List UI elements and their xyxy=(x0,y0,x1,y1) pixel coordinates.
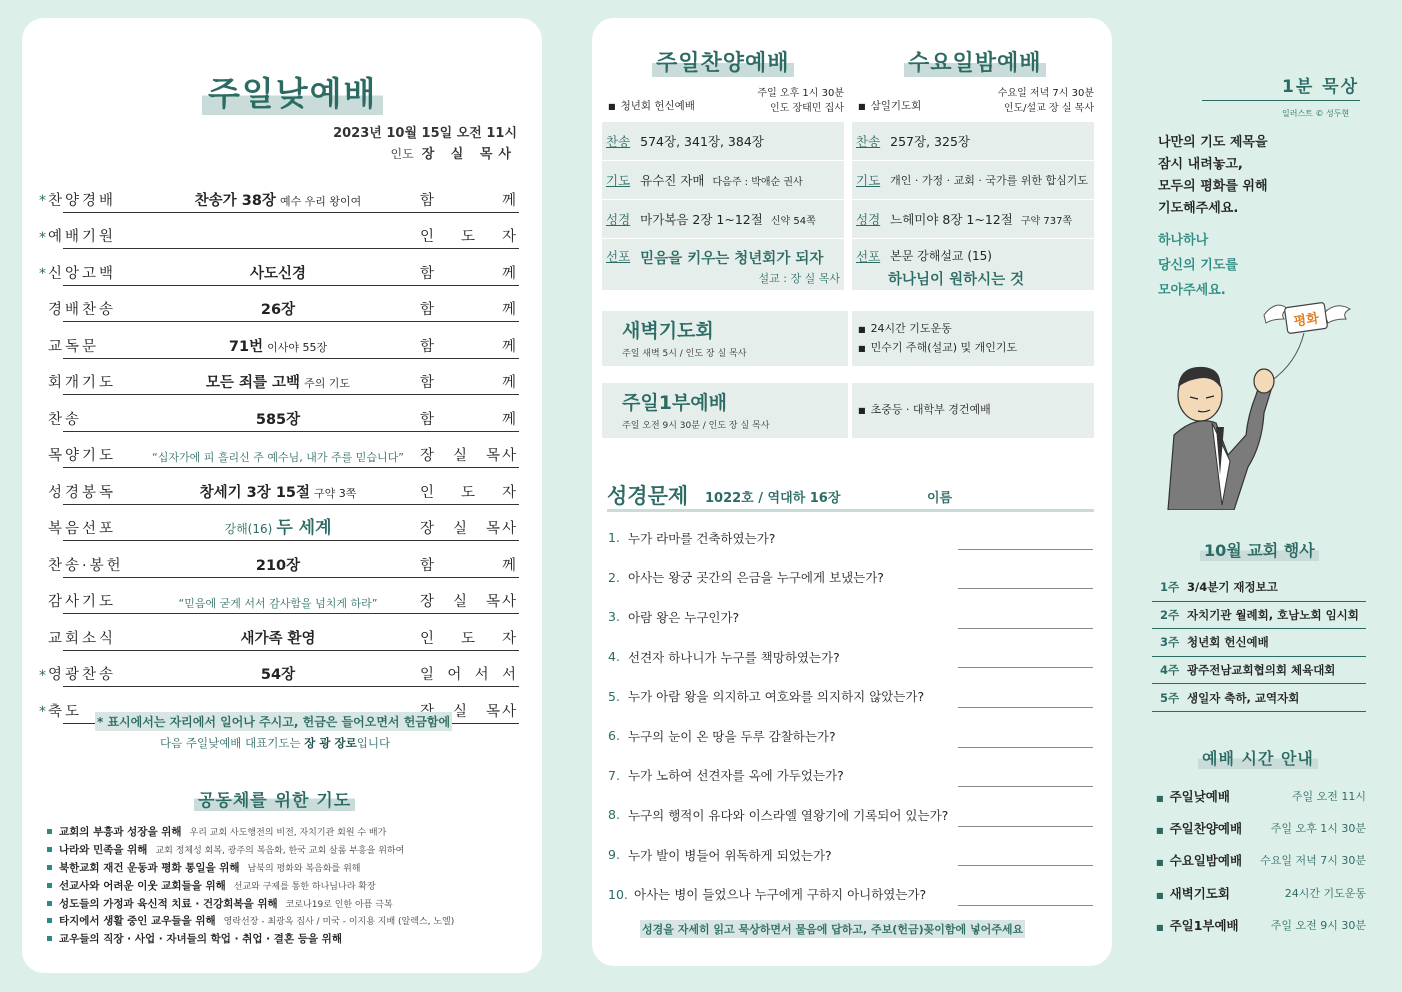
order-row: * 축도 실 목사 xyxy=(39,689,519,726)
answer-blank[interactable] xyxy=(958,826,1093,827)
order-row: 교독문 71번 이사야 55장 함 께 xyxy=(39,324,519,361)
illustration-credit: 일러스트 © 성두현 xyxy=(1282,109,1350,118)
service-times-title: 예배 시간 안내 xyxy=(1198,746,1318,769)
quiz-question: 7. 누가 노하여 선견자를 옥에 가두었는가? xyxy=(608,756,1093,796)
worship-order xyxy=(39,178,519,726)
service-date: 2023년 10월 15일 오전 11시 xyxy=(333,126,517,141)
meditation-title: 1분 묵상 xyxy=(1282,77,1360,97)
order-row: 경배찬송 26장 함 께 xyxy=(39,288,519,325)
service-leader: 인도 장 실 목사 xyxy=(390,147,517,162)
list-item: ■ 새벽기도회 24시간 기도운동 xyxy=(1156,877,1366,909)
bible-quiz-header: 성경문제 1022호 / 역대하 16장 이름 xyxy=(607,480,1094,512)
quiz-question: 2. 아사는 왕궁 곳간의 은금을 누구에게 보냈는가? xyxy=(608,558,1093,598)
prayer-list xyxy=(47,823,537,948)
order-row: 감사기도 “믿음에 굳게 서서 감사함을 넘치게 하라” 장 실 목사 xyxy=(39,580,519,617)
table-row: 2주 자치기관 월례회, 호남노회 임시회 xyxy=(1152,602,1366,630)
list-item: 나라와 민족을 위해 교회 정체성 회복, 광주의 복음화, 한국 교회 살롬 부흥을 위하여 xyxy=(47,841,537,859)
prayer-section-title: 공동체를 위한 기도 xyxy=(194,786,355,811)
svg-text:평화: 평화 xyxy=(1292,311,1320,330)
wednesday-service: ■ 삼일기도회 수요일 저녁 7시 30분 인도/설교 장 실 목사 찬송 257장, 325장 기도 개인 · 가정 · 교회 · 국가를 위한 합심기도 성경 느헤미야 8장 1~12절 구약 737쪽 선포 본문 강해설교 (15) 하나님이 원하시는 것 xyxy=(852,84,1094,291)
quiz-question: 3. 아람 왕은 누구인가? xyxy=(608,597,1093,637)
table-row: 5주 생일자 축하, 교역자회 xyxy=(1152,684,1366,712)
list-item: ■ 주일1부예배 주일 오전 9시 30분 xyxy=(1156,909,1366,941)
list-item: 교우들의 직장 · 사업 · 자녀들의 학업 · 취업 · 결혼 등을 위해 xyxy=(47,930,537,948)
afternoon-service-title: 주일찬양예배 xyxy=(652,46,794,77)
quiz-instruction: 성경을 자세히 읽고 묵상하면서 물음에 답하고, 주보(헌금)꽂이함에 넣어주세요 xyxy=(640,920,1025,938)
answer-blank[interactable] xyxy=(958,865,1093,866)
meditation-text-accent: 하나하나 당신의 기도를 모아주세요. xyxy=(1158,233,1238,298)
afternoon-service: ■ 청년회 헌신예배 주일 오후 1시 30분 인도 장태민 집사 찬송 574장, 341장, 384장 기도 유수진 자매 다음주 : 박애순 권사 성경 마가복음 2장 1~12절 신약 54쪽 선포 믿음을 키우는 청년회가 되자 설교 : 장 실 목사 xyxy=(602,84,844,291)
quiz-question: 8. 누구의 행적이 유다와 이스라엘 열왕기에 기록되어 있는가? xyxy=(608,795,1093,835)
order-row: 교회소식 새가족 환영 인 도 자 xyxy=(39,616,519,653)
answer-blank[interactable] xyxy=(958,905,1093,906)
list-item: ■ 수요일밤예배 수요일 저녁 7시 30분 xyxy=(1156,844,1366,876)
person-label: 함 께 xyxy=(420,192,518,209)
answer-blank[interactable] xyxy=(958,588,1093,589)
october-events-title: 10월 교회 행사 xyxy=(1200,538,1319,561)
list-item: 교회의 부흥과 성장을 위해 우리 교회 사도행전의 비전, 자치기관 회원 수 배가 xyxy=(47,823,537,841)
table-row: 3주 청년회 헌신예배 xyxy=(1152,629,1366,657)
table-row: 1주 3/4분기 재정보고 xyxy=(1152,574,1366,602)
answer-blank[interactable] xyxy=(958,549,1093,550)
quiz-question: 9. 누가 발이 병들어 위독하게 되었는가? xyxy=(608,835,1093,875)
quiz-question: 4. 선견자 하나니가 누구를 책망하였는가? xyxy=(608,637,1093,677)
order-row: 성경봉독 창세기 3장 15절 구약 3쪽 인 도 자 xyxy=(39,470,519,507)
meditation-column xyxy=(1150,0,1370,992)
list-item: 북한교회 재건 운동과 평화 통일을 위해 남북의 평화와 복음화를 위해 xyxy=(47,859,537,877)
answer-blank[interactable] xyxy=(958,628,1093,629)
page-title: 주일낮예배 xyxy=(202,68,383,115)
meditation-text: 나만의 기도 제목을 잠시 내려놓고, 모두의 평화를 위해 기도해주세요. xyxy=(1158,135,1268,216)
praying-man-illustration xyxy=(1156,295,1366,510)
order-row: * 예배기원 인 도 자 xyxy=(39,215,519,252)
next-prayer-note: 다음 주일낮예배 대표기도는 장 광 장로입니다 xyxy=(160,736,391,750)
order-row: * 신앙고백 사도신경 함 께 xyxy=(39,251,519,288)
order-row: 복음선포 강해(16) 두 세계 장 실 목사 xyxy=(39,507,519,544)
list-item: 타지에서 생활 중인 교우들을 위해 영락선장 - 최광옥 집사 / 미국 - 이지용 지배 (알렉스, 노엘) xyxy=(47,912,537,930)
wednesday-service-title: 수요일밤예배 xyxy=(904,46,1046,77)
october-events xyxy=(1152,574,1366,712)
list-item: 선교사와 어려운 이웃 교회들을 위해 선교와 구제를 통한 하나님나라 확장 xyxy=(47,876,537,894)
dawn-prayer-box: 새벽기도회 주일 새벽 5시 / 인도 장 실 목사 ■ 24시간 기도운동 ■ 민수기 주해(설교) 및 개인기도 xyxy=(602,311,1094,366)
answer-blank[interactable] xyxy=(958,786,1093,787)
order-row: 회개기도 모든 죄를 고백 주의 기도 함 께 xyxy=(39,361,519,398)
quiz-question: 5. 누가 아람 왕을 의지하고 여호와를 의지하지 않았는가? xyxy=(608,676,1093,716)
order-row: 목양기도 “십자가에 피 흘리신 주 예수님, 내가 주를 믿습니다” 장 실 목사 xyxy=(39,434,519,471)
order-row: 찬송·봉헌 210장 함 께 xyxy=(39,543,519,580)
order-row: 찬송 585장 함 께 xyxy=(39,397,519,434)
list-item: ■ 주일찬양예배 주일 오후 1시 30분 xyxy=(1156,812,1366,844)
service-times xyxy=(1156,780,1366,941)
order-row: * 찬양경배 찬송가 38장 예수 우리 왕이여 함 께 xyxy=(39,178,519,215)
peace-sign-icon xyxy=(1264,302,1350,383)
answer-blank[interactable] xyxy=(958,707,1093,708)
quiz-question: 1. 누가 라마를 건축하였는가? xyxy=(608,518,1093,558)
quiz-question: 10. 아사는 병이 들었으나 누구에게 구하지 아니하였는가? xyxy=(608,874,1093,914)
bible-quiz xyxy=(608,518,1093,914)
table-row: 4주 광주전남교회협의회 체육대회 xyxy=(1152,657,1366,685)
answer-blank[interactable] xyxy=(958,747,1093,748)
services-panel xyxy=(592,18,1112,966)
sunday-service-panel xyxy=(22,18,542,973)
first-service-box: 주일1부예배 주일 오전 9시 30분 / 인도 장 실 목사 ■ 초중등 · 대학부 경건예배 xyxy=(602,383,1094,438)
order-row: * 영광찬송 54장 일 어 서 서 xyxy=(39,653,519,690)
list-item: ■ 주일낮예배 주일 오전 11시 xyxy=(1156,780,1366,812)
standing-note: * 표시에서는 자리에서 일어나 주시고, 헌금은 들어오면서 헌금함에 xyxy=(95,712,452,731)
list-item: 성도들의 가정과 육신적 치료 · 건강회복을 위해 코로나19로 인한 아픔 극복 xyxy=(47,894,537,912)
answer-blank[interactable] xyxy=(958,667,1093,668)
quiz-question: 6. 누구의 눈이 온 땅을 두루 감찰하는가? xyxy=(608,716,1093,756)
